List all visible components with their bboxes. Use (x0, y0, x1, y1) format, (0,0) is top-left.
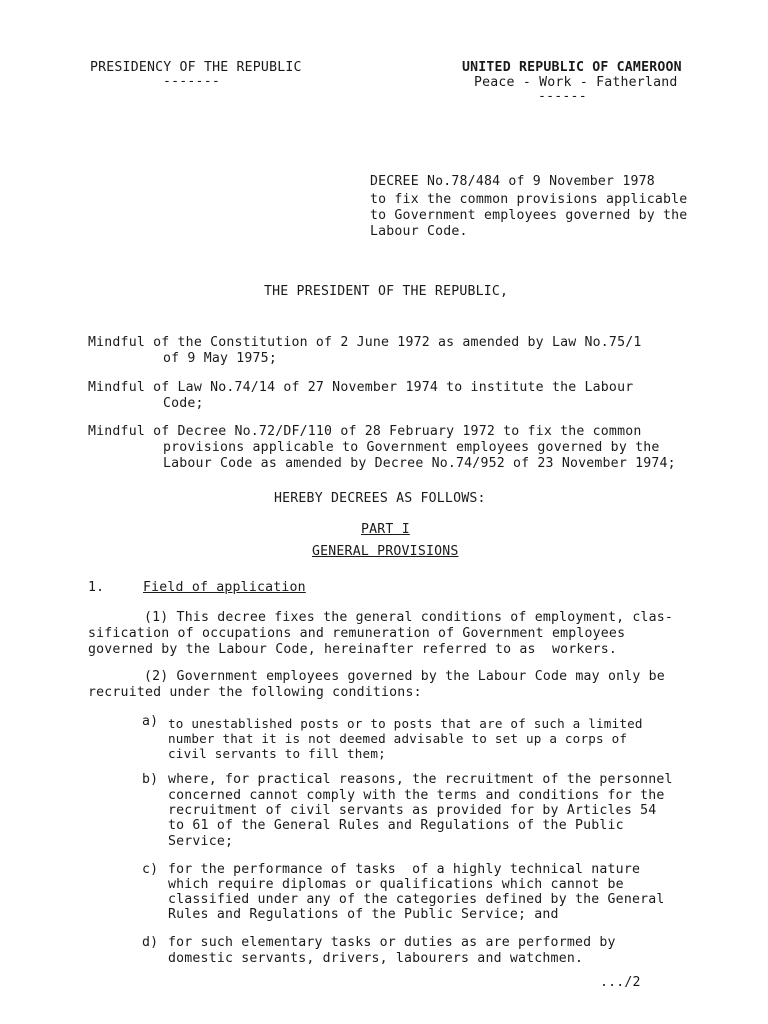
condition-line: domestic servants, drivers, labourers and watchmen. (168, 951, 584, 966)
national-motto: Peace - Work - Fatherland (474, 75, 678, 90)
condition-line: Service; (168, 834, 234, 849)
condition-line: where, for practical reasons, the recruitment of the personnel (168, 772, 673, 787)
country-header: UNITED REPUBLIC OF CAMEROON (462, 60, 682, 75)
presidency-header-rule: ------- (163, 74, 220, 89)
condition-line: which require diplomas or qualifications which cannot be (168, 877, 624, 892)
mindful-clause-continuation: Code; (163, 396, 204, 411)
page-continuation: .../2 (600, 975, 641, 990)
condition-line: Rules and Regulations of the Public Service; and (168, 907, 559, 922)
condition-label: b) (142, 772, 159, 787)
paragraph-line: sification of occupations and remuneration of Government employees (88, 626, 626, 641)
paragraph-line: governed by the Labour Code, hereinafter referred to as workers. (88, 642, 618, 657)
paragraph-line: (1) This decree fixes the general conditions of employment, clas- (144, 610, 674, 625)
decree-subject-line: Labour Code. (370, 224, 468, 239)
part-heading: PART I (361, 522, 410, 537)
presidency-header: PRESIDENCY OF THE REPUBLIC (90, 60, 302, 75)
section-number: 1. (88, 580, 105, 595)
mindful-clause: Mindful of the Constitution of 2 June 1972 as amended by Law No.75/1 (88, 335, 642, 350)
country-header-rule: ------ (538, 89, 587, 104)
condition-line: for such elementary tasks or duties as are performed by (168, 935, 616, 950)
decree-number: DECREE No.78/484 of 9 November 1978 (370, 174, 655, 189)
condition-line: concerned cannot comply with the terms and conditions for the (168, 788, 665, 803)
paragraph-line: recruited under the following conditions: (88, 685, 422, 700)
decree-subject-line: to Government employees governed by the (370, 208, 688, 223)
president-heading: THE PRESIDENT OF THE REPUBLIC, (264, 284, 509, 299)
paragraph-line: (2) Government employees governed by the Labour Code may only be (144, 669, 665, 684)
condition-line: to 61 of the General Rules and Regulations of the Public (168, 818, 624, 833)
condition-line: to unestablished posts or to posts that are of such a limited (168, 716, 643, 731)
condition-line: number that it is not deemed advisable to set up a corps of (168, 731, 628, 746)
mindful-clause-continuation: Labour Code as amended by Decree No.74/952 of 23 November 1974; (163, 456, 676, 471)
decrees-heading: HEREBY DECREES AS FOLLOWS: (274, 491, 486, 506)
condition-label: d) (142, 935, 159, 950)
mindful-clause: Mindful of Decree No.72/DF/110 of 28 February 1972 to fix the common (88, 424, 642, 439)
mindful-clause-continuation: provisions applicable to Government employees governed by the (163, 440, 660, 455)
condition-line: civil servants to fill them; (168, 746, 386, 761)
condition-label: a) (142, 714, 159, 729)
condition-line: recruitment of civil servants as provided for by Articles 54 (168, 803, 657, 818)
condition-line: for the performance of tasks of a highly technical nature (168, 862, 641, 877)
mindful-clause: Mindful of Law No.74/14 of 27 November 1974 to institute the Labour (88, 380, 634, 395)
section-title: Field of application (143, 580, 306, 595)
condition-line: classified under any of the categories defined by the General (168, 892, 665, 907)
condition-label: c) (142, 862, 159, 877)
decree-subject-line: to fix the common provisions applicable (370, 192, 688, 207)
mindful-clause-continuation: of 9 May 1975; (163, 351, 277, 366)
part-title: GENERAL PROVISIONS (312, 544, 459, 559)
